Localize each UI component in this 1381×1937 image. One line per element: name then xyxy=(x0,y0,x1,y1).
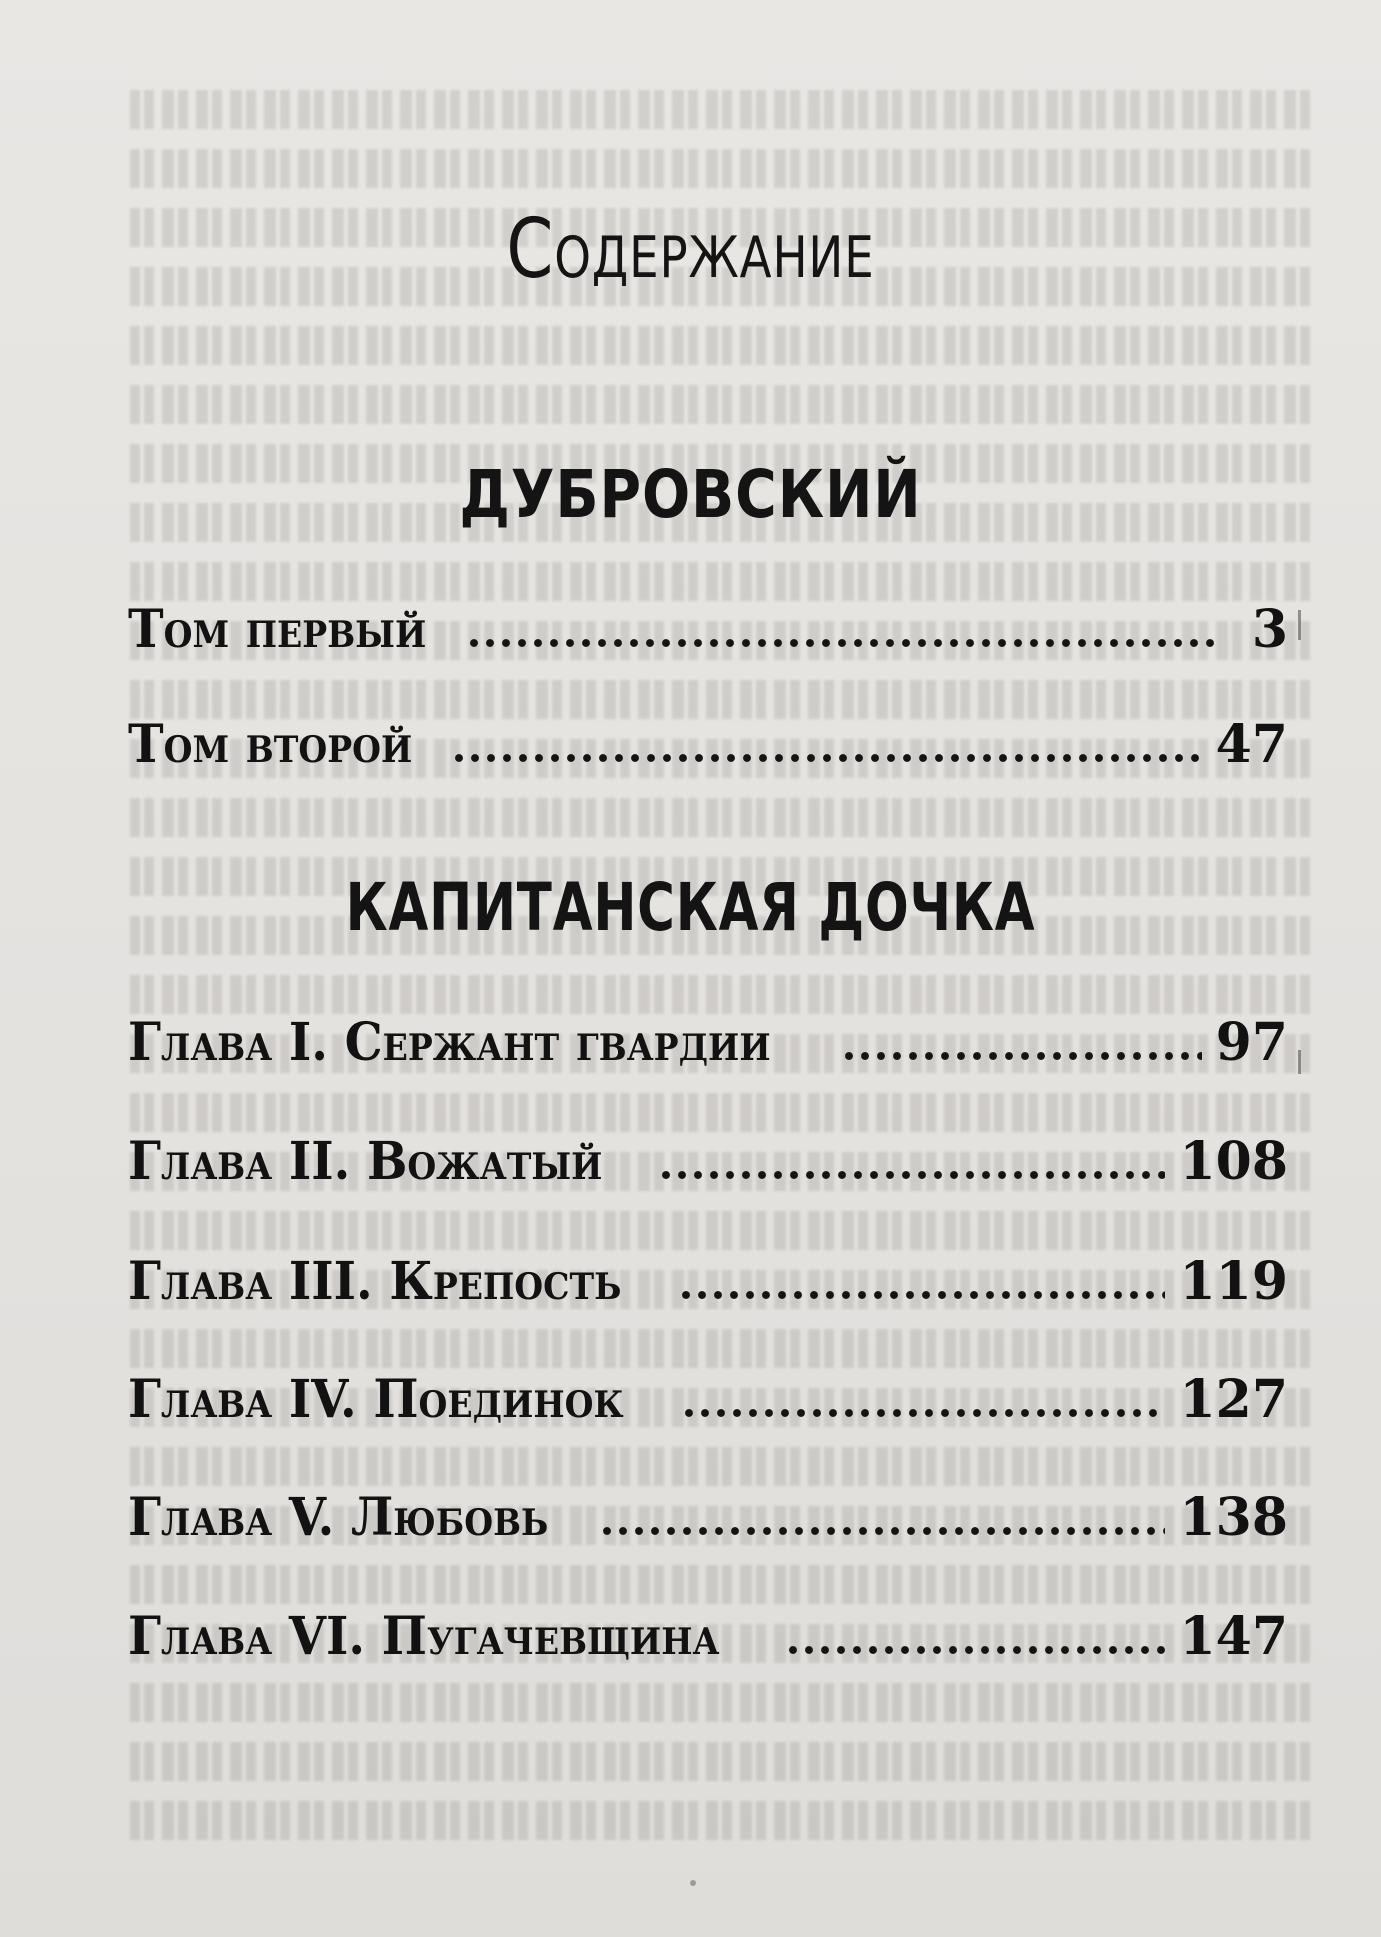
toc-entry[interactable] xyxy=(128,1003,1288,1073)
dot-leader xyxy=(599,1526,1166,1536)
entry-page-number: 138 xyxy=(1179,1487,1288,1548)
entry-label: Том второй xyxy=(128,714,413,775)
entry-page-number: 3 xyxy=(1251,599,1288,660)
print-mark xyxy=(690,1880,696,1886)
entry-page-number: 127 xyxy=(1179,1369,1288,1430)
toc-entry[interactable] xyxy=(128,1242,1288,1312)
entry-label: Том первый xyxy=(128,599,427,660)
entry-label: Глава III. Крепость xyxy=(128,1251,622,1312)
dot-leader xyxy=(785,1645,1166,1655)
part-title-kapitanskaya-dochka: КАПИТАНСКАЯ ДОЧКА xyxy=(345,869,1036,946)
dot-leader xyxy=(681,1408,1166,1418)
entry-page-number: 147 xyxy=(1179,1606,1288,1667)
toc-entry[interactable] xyxy=(128,1597,1288,1667)
entry-label: Глава I. Сержант гвардии xyxy=(128,1012,771,1073)
print-mark xyxy=(1298,1050,1301,1074)
part-title-dubrovsky: ДУБРОВСКИЙ xyxy=(459,456,922,533)
toc-entry[interactable] xyxy=(128,1478,1288,1548)
dot-leader xyxy=(841,1051,1202,1061)
dot-leader xyxy=(678,1290,1165,1300)
toc-entry[interactable] xyxy=(128,705,1288,775)
entry-page-number: 119 xyxy=(1179,1251,1288,1312)
entry-label: Глава VI. Пугачевщина xyxy=(128,1606,720,1667)
entry-page-number: 97 xyxy=(1215,1012,1288,1073)
toc-entry[interactable] xyxy=(128,1122,1288,1192)
print-mark xyxy=(1298,610,1301,640)
entry-label: Глава IV. Поединок xyxy=(128,1369,624,1430)
toc-entry[interactable] xyxy=(128,590,1288,660)
toc-entry[interactable] xyxy=(128,1360,1288,1430)
dot-leader xyxy=(658,1170,1166,1180)
entry-label: Глава V. Любовь xyxy=(128,1487,549,1548)
page-title: Содержание xyxy=(506,202,875,297)
dot-leader xyxy=(451,753,1202,763)
dot-leader xyxy=(466,638,1214,648)
entry-page-number: 108 xyxy=(1179,1131,1288,1192)
entry-label: Глава II. Вожатый xyxy=(128,1131,603,1192)
entry-page-number: 47 xyxy=(1215,714,1288,775)
